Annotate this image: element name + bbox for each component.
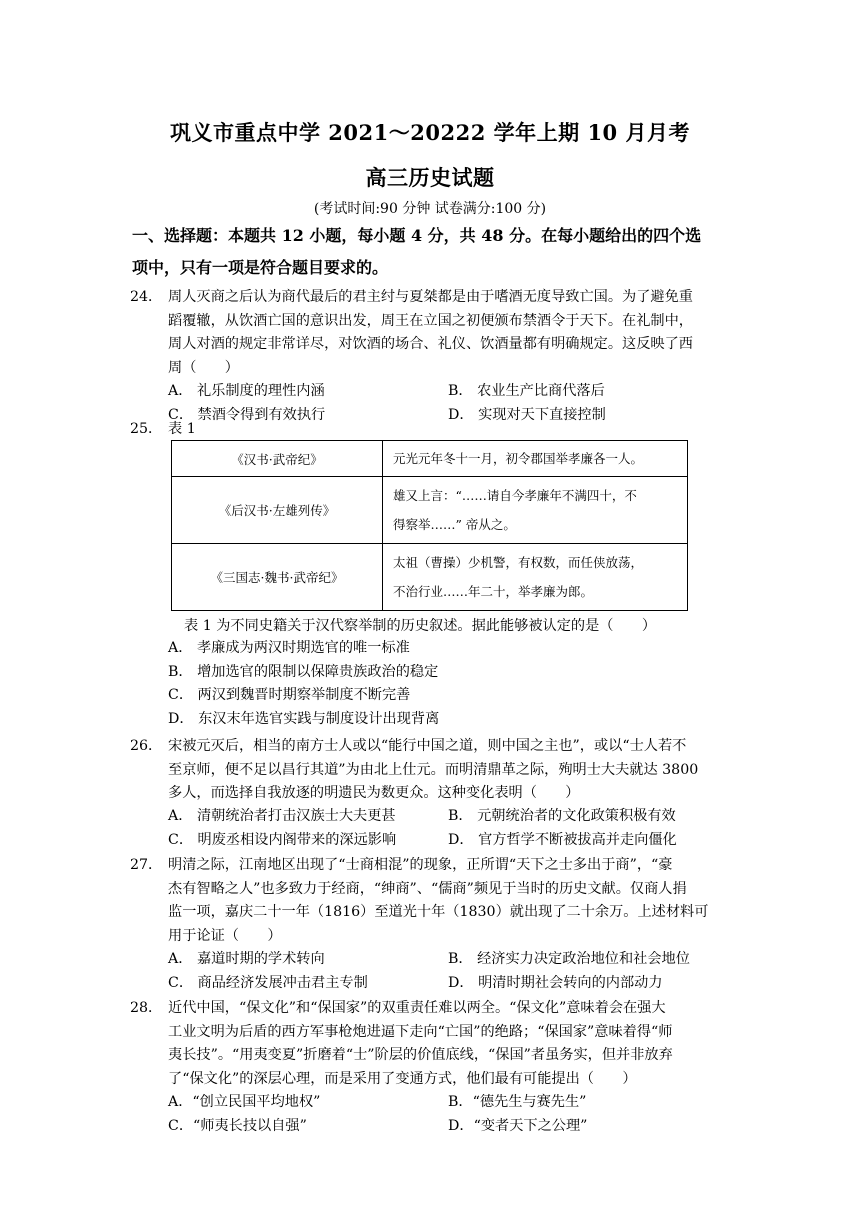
option-a[interactable]: A． 嘉道时期的学术转向	[168, 951, 325, 967]
option-c[interactable]: C． 禁酒令得到有效执行	[168, 406, 326, 423]
table-text-line: 元光元年冬十一月，初令郡国举孝廉各一人。	[393, 451, 644, 466]
question-number: 25．	[130, 421, 163, 437]
option-d[interactable]: D．“变者天下之公理”	[448, 1117, 588, 1134]
option-c[interactable]: C． 明废丞相设内阁带来的深远影响	[168, 831, 397, 848]
exam-subtitle: 高三历史试题	[365, 165, 495, 190]
question-stem-line: 近代中国，“保文化”和“保国家”的双重责任难以两全。“保文化”意味着会在强大	[168, 1000, 666, 1016]
question-stem-line: 明清之际，江南地区出现了“士商相混”的现象，正所谓“天下之士多出于商”，“豪	[168, 857, 673, 873]
question-26	[130, 735, 735, 806]
question-number: 28．	[130, 1000, 163, 1016]
option-d[interactable]: D． 官方哲学不断被拔高并走向僵化	[448, 831, 677, 848]
option-c[interactable]: C． 两汉到魏晋时期察举制度不断完善	[168, 687, 411, 704]
question-28	[130, 997, 735, 1091]
option-b[interactable]: B． 经济实力决定政治地位和社会地位	[448, 951, 690, 967]
option-c[interactable]: C． 商品经济发展冲击君主专制	[168, 974, 368, 991]
option-b[interactable]: B． 农业生产比商代落后	[448, 383, 605, 399]
section-heading-line: 项中，只有一项是符合题目要求的。	[132, 258, 389, 277]
question-stem-line: 杰有智略之人”也多致力于经商，“绅商”、“儒商”频见于当时的历史文献。仅商人捐	[168, 880, 687, 897]
question-number: 24．	[130, 289, 163, 305]
question-stem-line: 至京师，便不足以昌行其道”为由北上仕元。而明清鼎革之际，殉明士大夫就达 3800	[168, 761, 699, 778]
table-text-line: 不治行业……年二十，举孝廉为郎。	[393, 584, 594, 599]
options-26	[168, 805, 728, 852]
table-text	[383, 441, 688, 477]
option-d[interactable]: D． 明清时期社会转向的内部动力	[448, 974, 663, 991]
table-book: 《后汉书·左雄列传》	[172, 477, 383, 544]
option-c[interactable]: C．“师夷长技以自强”	[168, 1117, 307, 1134]
question-stem-line: 夷长技”。“用夷变夏”折磨着“士”阶层的价值底线，“保国”者虽务实，但并非放弃	[168, 1047, 673, 1064]
table-row	[172, 477, 688, 544]
question-stem-line: 蹈覆辙，从饮酒亡国的意识出发，周王在立国之初便颁布禁酒令于天下。在礼制中，	[168, 312, 693, 329]
question-stem-line: 多人，而选择自我放逐的明遗民为数更众。这种变化表明（ ）	[168, 785, 580, 802]
option-a[interactable]: A． 清朝统治者打击汉族士大夫更甚	[168, 808, 396, 824]
options-27	[168, 948, 728, 995]
option-d[interactable]: D． 东汉末年选官实践与制度设计出现背离	[168, 710, 440, 727]
question-stem-line: 周（ ）	[168, 359, 239, 376]
question-stem-line: 周人灭商之后认为商代最后的君主纣与夏桀都是由于嗜酒无度导致亡国。为了避免重	[168, 289, 693, 305]
table-caption: 表 1 为不同史籍关于汉代察举制的历史叙述。据此能够被认定的是（ ）	[184, 618, 657, 634]
table-text	[383, 544, 688, 611]
table-text-line: 得察举……” 帝从之。	[393, 517, 516, 532]
option-b[interactable]: B． 元朝统治者的文化政策积极有效	[448, 808, 676, 824]
table-book: 《汉书·武帝纪》	[172, 441, 383, 477]
question-stem-line: 监一项，嘉庆二十一年（1816）至道光十年（1830）就出现了二十余万。上述材料可	[168, 904, 709, 921]
table-text	[383, 477, 688, 544]
table-row	[172, 544, 688, 611]
table-text-line: 雄又上言：“……请自今孝廉年不满四十，不	[393, 488, 637, 503]
options-25	[168, 637, 728, 731]
option-b[interactable]: B． 增加选官的限制以保障贵族政治的稳定	[168, 663, 439, 680]
source-table	[171, 440, 688, 611]
question-number: 27．	[130, 857, 163, 873]
section-heading	[132, 220, 732, 284]
table-row	[172, 441, 688, 477]
option-a[interactable]: A．“创立民国平均地权”	[168, 1094, 321, 1110]
option-d[interactable]: D． 实现对天下直接控制	[448, 406, 606, 423]
table-book: 《三国志·魏书·武帝纪》	[172, 544, 383, 611]
question-stem-line: 工业文明为后盾的西方军事枪炮进逼下走向“亡国”的绝路；“保国家”意味着得“师	[168, 1023, 673, 1040]
option-b[interactable]: B．“德先生与赛先生”	[448, 1094, 587, 1110]
question-stem-line: 表 1	[168, 421, 196, 437]
table-text-line: 太祖（曹操）少机警，有权数，而任侠放荡，	[393, 555, 644, 570]
question-number: 26．	[130, 738, 163, 754]
question-stem-line: 周人对酒的规定非常详尽，对饮酒的场合、礼仪、饮酒量都有明确规定。这反映了西	[168, 336, 693, 353]
question-27	[130, 854, 735, 948]
exam-title: 巩义市重点中学 2021～20222 学年上期 10 月月考	[170, 120, 690, 145]
section-heading-line: 一、选择题：本题共 12 小题，每小题 4 分，共 48 分。在每小题给出的四个选	[132, 226, 702, 245]
question-24	[130, 286, 735, 380]
question-stem-line: 宋被元灭后，相当的南方士人或以“能行中国之道，则中国之主也”，或以“士人若不	[168, 738, 687, 754]
question-25	[130, 418, 735, 442]
question-stem-line: 用于论证（ ）	[168, 927, 282, 944]
option-a[interactable]: A． 礼乐制度的理性内涵	[168, 383, 325, 399]
exam-info: (考试时间:90 分钟 试卷满分:100 分)	[313, 201, 547, 217]
options-28	[168, 1091, 728, 1138]
question-stem-line: 了“保文化”的深层心理，而是采用了变通方式，他们最有可能提出（ ）	[168, 1070, 637, 1087]
option-a[interactable]: A． 孝廉成为两汉时期选官的唯一标准	[168, 640, 410, 656]
